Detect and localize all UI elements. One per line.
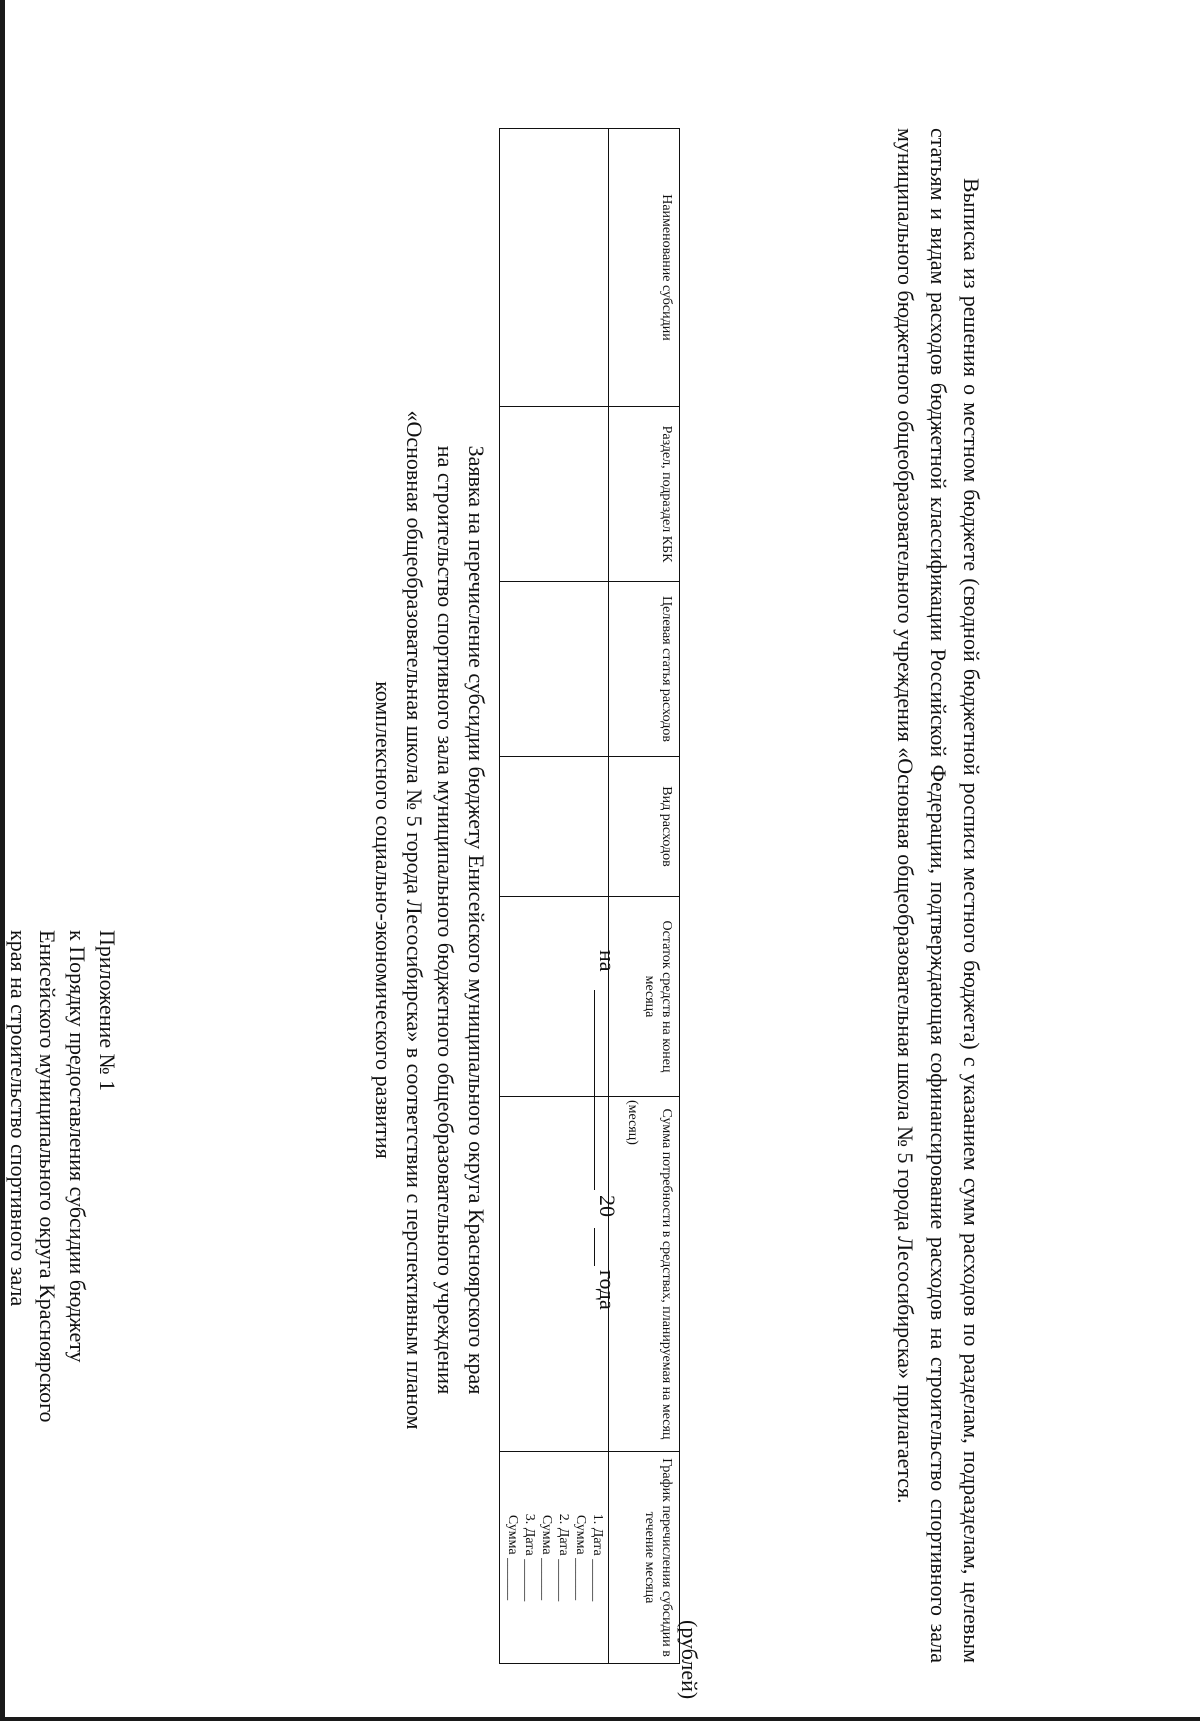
appendix-line: Енисейского муниципального округа Красноярского	[35, 930, 61, 1423]
table-header-cell: Остаток средств на конец месяца	[609, 897, 680, 1097]
units-label: (рублей)	[677, 1620, 702, 1700]
table-header-row	[609, 129, 680, 1664]
table-cell-blank	[500, 897, 609, 1097]
table-row	[500, 129, 609, 1664]
request-title-line: Заявка на перечисление субсидии бюджету Енисейского муниципального округа Красноярского края	[464, 445, 489, 1395]
schedule-line: Сумма ______	[505, 1514, 520, 1601]
period-suffix: года	[595, 1270, 620, 1310]
table-cell-blank	[500, 582, 609, 757]
schedule-line: 1. Дата ______	[590, 1513, 605, 1602]
table-header-cell: Вид расходов	[609, 757, 680, 897]
table-cell-blank	[500, 757, 609, 897]
table-cell-blank	[500, 129, 609, 407]
schedule-line: Сумма ______	[539, 1514, 554, 1601]
appendix-line	[0, 930, 3, 1670]
request-title-line: «Основная общеобразовательная школа № 5 города Лесосибирска» в соответствии с перспективным планом	[402, 410, 427, 1430]
table-header-cell: Сумма потребности в средствах, планируемая на месяц	[609, 1097, 680, 1452]
attachment-text: Выписка из решения о местном бюджете (сводной бюджетной росписи местного бюджета) с указанием сумм расходов по разделам, подразделам, целевым статьям и видам расходов бюджетной классификации Российской Федерации, подтверждающая софинансирование расходов на строительство спортивного зала муниципального бюджетного общеобразовательного учреждения «Основная общеобразовательная школа № 5 города Лесосибирска» прилагается.	[893, 128, 984, 1663]
table-cell-blank	[500, 407, 609, 582]
year-prefix: 20	[595, 1195, 620, 1217]
month-caption: (месяц)	[625, 1100, 640, 1145]
appendix-line: края на строительство спортивного зала	[5, 930, 31, 1307]
schedule-line: 3. Дата ______	[522, 1513, 537, 1602]
table-header-cell: Раздел, подраздел КБК	[609, 407, 680, 582]
request-title-line: на строительство спортивного зала муниципального бюджетного общеобразовательного учреждения	[433, 445, 458, 1395]
attachment-paragraph	[889, 128, 988, 1663]
appendix-header	[0, 930, 122, 1670]
request-title-line: комплексного социально-экономического развития	[371, 681, 396, 1159]
appendix-line: Приложение № 1	[95, 930, 120, 1092]
table-header-cell: График перечисления субсидии в течение месяца	[609, 1452, 680, 1664]
request-title	[368, 300, 492, 1540]
table-cell-blank	[500, 1097, 609, 1452]
request-table	[499, 128, 680, 1664]
period-prefix: на	[595, 950, 620, 972]
table-header-cell: Наименование субсидии	[609, 129, 680, 407]
table-header-cell: Целевая статья расходов	[609, 582, 680, 757]
schedule-cell	[500, 1452, 609, 1664]
schedule-line: Сумма ______	[573, 1514, 588, 1601]
appendix-line: к Порядку предоставления субсидии бюджету	[65, 930, 91, 1363]
schedule-line: 2. Дата ______	[556, 1513, 571, 1602]
